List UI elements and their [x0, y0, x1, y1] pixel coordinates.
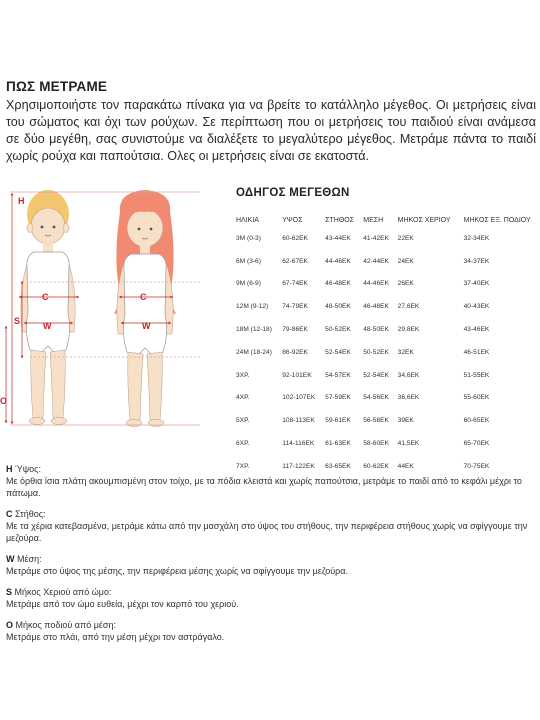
- cell-outseam: 32-34ΕΚ: [463, 234, 490, 242]
- marker-c-girl: C: [140, 292, 147, 302]
- cell-arm-length: 44ΕΚ: [397, 462, 414, 470]
- size-chart-header-row: [232, 204, 540, 227]
- size-chart-row: [232, 318, 540, 341]
- cell-chest: 50-52ΕΚ: [325, 326, 351, 334]
- cell-chest: 44-46ΕΚ: [325, 257, 351, 265]
- cell-chest: 43-44ΕΚ: [325, 234, 351, 242]
- girl-figure: [114, 190, 176, 427]
- definition-label: Ύψος:: [15, 464, 41, 474]
- cell-outseam: 51-55ΕΚ: [463, 371, 490, 379]
- cell-age: 5ΧΡ.: [236, 417, 250, 425]
- cell-arm-length: 29,8ΕΚ: [397, 326, 420, 334]
- size-chart-row: [232, 341, 540, 364]
- marker-h: H: [18, 196, 25, 206]
- cell-age: 3M (0-3): [236, 234, 261, 242]
- definition-arm-length: [6, 586, 536, 610]
- definition-outseam: [6, 619, 536, 643]
- definition-text: Μετράμε στο πλάι, από την μέση μέχρι τον αστράγαλο.: [6, 632, 225, 642]
- cell-waist: 42-44ΕΚ: [363, 257, 389, 265]
- definition-chest: [6, 508, 536, 544]
- cell-height: 86-92ΕΚ: [282, 348, 308, 356]
- size-chart-body: [232, 227, 540, 478]
- definition-key: O: [6, 620, 14, 630]
- cell-height: 114-116ΕΚ: [282, 440, 315, 448]
- definition-key: H: [6, 464, 13, 474]
- definition-label: Μέση:: [17, 554, 42, 564]
- cell-height: 67-74ΕΚ: [282, 280, 308, 288]
- cell-waist: 60-62ΕΚ: [363, 462, 389, 470]
- cell-age: 6ΧΡ.: [236, 440, 250, 448]
- cell-age: 4ΧΡ.: [236, 394, 250, 402]
- marker-c-boy: C: [42, 292, 49, 302]
- size-chart-row: [232, 387, 540, 410]
- cell-height: 60-62ΕΚ: [282, 234, 308, 242]
- cell-age: 18M (12-18): [236, 326, 272, 334]
- definition-waist: [6, 553, 536, 577]
- marker-w-girl: W: [142, 321, 151, 331]
- cell-waist: 41-42ΕΚ: [363, 234, 389, 242]
- page-title: ΠΩΣ ΜΕΤΡΑΜΕ: [6, 79, 108, 94]
- cell-outseam: 37-40ΕΚ: [463, 280, 490, 288]
- boy-figure: [21, 190, 75, 425]
- definition-key: W: [6, 554, 15, 564]
- definition-label: Στήθος:: [15, 509, 46, 519]
- definition-key: C: [6, 509, 13, 519]
- definition-height: [6, 463, 536, 499]
- cell-waist: 56-58ΕΚ: [363, 417, 389, 425]
- definition-label: Μήκος Χεριού από ώμο:: [14, 587, 112, 597]
- definition-text: Μετράμε από τον ώμο ευθεία, μέχρι τον καρπό του χεριού.: [6, 599, 239, 609]
- cell-chest: 48-50ΕΚ: [325, 303, 351, 311]
- cell-age: 12M (9-12): [236, 303, 269, 311]
- marker-o: O: [0, 396, 8, 406]
- marker-w-boy: W: [43, 321, 52, 331]
- size-chart-title: ΟΔΗΓΟΣ ΜΕΓΕΘΩΝ: [236, 187, 350, 199]
- definition-text: Μετράμε στο ύψος της μέσης, την περιφέρεια μέσης χωρίς να σφίγγουμε την μεζούρα.: [6, 566, 348, 576]
- cell-chest: 54-57ΕΚ: [325, 371, 351, 379]
- size-chart-row: [232, 227, 540, 250]
- cell-waist: 44-46ΕΚ: [363, 280, 389, 288]
- cell-waist: 50-52ΕΚ: [363, 348, 389, 356]
- col-header-age: ΗΛΙΚΙΑ: [236, 217, 259, 224]
- cell-outseam: 40-43ΕΚ: [463, 303, 490, 311]
- cell-height: 117-122ΕΚ: [282, 462, 315, 470]
- marker-s: S: [14, 316, 21, 326]
- size-chart-row: [232, 364, 540, 387]
- size-chart-row: [232, 432, 540, 455]
- cell-outseam: 65-70ΕΚ: [463, 440, 490, 448]
- cell-waist: 54-56ΕΚ: [363, 394, 389, 402]
- cell-height: 108-113ΕΚ: [282, 417, 315, 425]
- size-chart-row: [232, 409, 540, 432]
- cell-chest: 52-54ΕΚ: [325, 348, 351, 356]
- cell-outseam: 46-51ΕΚ: [463, 348, 490, 356]
- cell-outseam: 55-60ΕΚ: [463, 394, 490, 402]
- cell-height: 79-86ΕΚ: [282, 326, 308, 334]
- col-header-waist: ΜΕΣΗ: [363, 217, 384, 224]
- cell-age: 9M (6-9): [236, 280, 261, 288]
- col-header-chest: ΣΤΗΘΟΣ: [325, 217, 355, 224]
- cell-arm-length: 24ΕΚ: [397, 257, 414, 265]
- measurement-definitions: [6, 463, 536, 652]
- col-header-height: ΥΨΟΣ: [282, 217, 303, 224]
- cell-waist: 46-48ΕΚ: [363, 303, 389, 311]
- cell-outseam: 43-46ΕΚ: [463, 326, 490, 334]
- cell-height: 102-107ΕΚ: [282, 394, 316, 402]
- children-measurement-illustration: [0, 182, 232, 450]
- col-header-arm-length: ΜΗΚΟΣ ΧΕΡΙΟΥ: [397, 217, 451, 224]
- cell-age: 3ΧΡ.: [236, 371, 250, 379]
- definition-text: Με τα χέρια κατεβασμένα, μετράμε κάτω από την μασχάλη στο ύψος του στήθους, την περιφέρεια στήθους χωρίς να σφίγγουμε την μεζούρα.: [6, 521, 528, 543]
- cell-age: 6M (3-6): [236, 257, 261, 265]
- size-chart-table: [232, 204, 540, 478]
- col-header-outseam: ΜΗΚΟΣ ΕΞ. ΠΟΔΙΟΥ: [463, 217, 531, 224]
- cell-arm-length: 22ΕΚ: [397, 234, 414, 242]
- cell-outseam: 60-65ΕΚ: [463, 417, 490, 425]
- cell-chest: 46-48ΕΚ: [325, 280, 351, 288]
- cell-chest: 57-59ΕΚ: [325, 394, 351, 402]
- cell-arm-length: 26ΕΚ: [397, 280, 414, 288]
- size-chart-row: [232, 295, 540, 318]
- definition-text: Με όρθια ίσια πλάτη ακουμπισμένη στον τοίχο, με τα πόδια κλειστά και χωρίς παπούτσια, μετράμε το παιδί από το κεφάλι μέχρι το πάτωμα.: [6, 476, 522, 498]
- cell-chest: 59-61ΕΚ: [325, 417, 351, 425]
- cell-waist: 52-54ΕΚ: [363, 371, 389, 379]
- cell-height: 62-67ΕΚ: [282, 257, 308, 265]
- cell-arm-length: 27,6ΕΚ: [397, 303, 420, 311]
- cell-waist: 48-50ΕΚ: [363, 326, 389, 334]
- cell-arm-length: 36,6ΕΚ: [397, 394, 420, 402]
- cell-age: 7ΧΡ.: [236, 462, 250, 470]
- definition-key: S: [6, 587, 13, 597]
- cell-chest: 63-65ΕΚ: [325, 462, 351, 470]
- cell-chest: 61-63ΕΚ: [325, 440, 351, 448]
- definition-label: Μήκος ποδιού από μέση:: [15, 620, 116, 630]
- cell-arm-length: 39ΕΚ: [397, 417, 414, 425]
- cell-height: 92-101ΕΚ: [282, 371, 312, 379]
- cell-height: 74-79ΕΚ: [282, 303, 308, 311]
- cell-outseam: 34-37ΕΚ: [463, 257, 490, 265]
- cell-arm-length: 34,6ΕΚ: [397, 371, 420, 379]
- cell-outseam: 70-75ΕΚ: [463, 462, 490, 470]
- cell-arm-length: 41,5ΕΚ: [397, 440, 420, 448]
- size-chart-row: [232, 273, 540, 296]
- cell-age: 24M (18-24): [236, 348, 272, 356]
- cell-waist: 58-60ΕΚ: [363, 440, 389, 448]
- intro-paragraph: Χρησιμοποιήστε τον παρακάτω πίνακα για να βρείτε το κατάλληλο μέγεθος. Οι μετρήσεις είναι του σώματος και όχι των ρούχων. Σε περίπτωση που οι μετρήσεις του παιδιού είναι ανάμεσα σε δύο μεγέθη, σας συνιστούμε να διαλέξετε το μεγαλύτερο μέγεθος. Μετράμε πάντα το παιδί χωρίς ρούχα και παπούτσια. Ολες οι μετρήσεις είναι σε εκατοστά.: [6, 98, 536, 163]
- cell-arm-length: 32ΕΚ: [397, 348, 414, 356]
- size-chart-row: [232, 250, 540, 273]
